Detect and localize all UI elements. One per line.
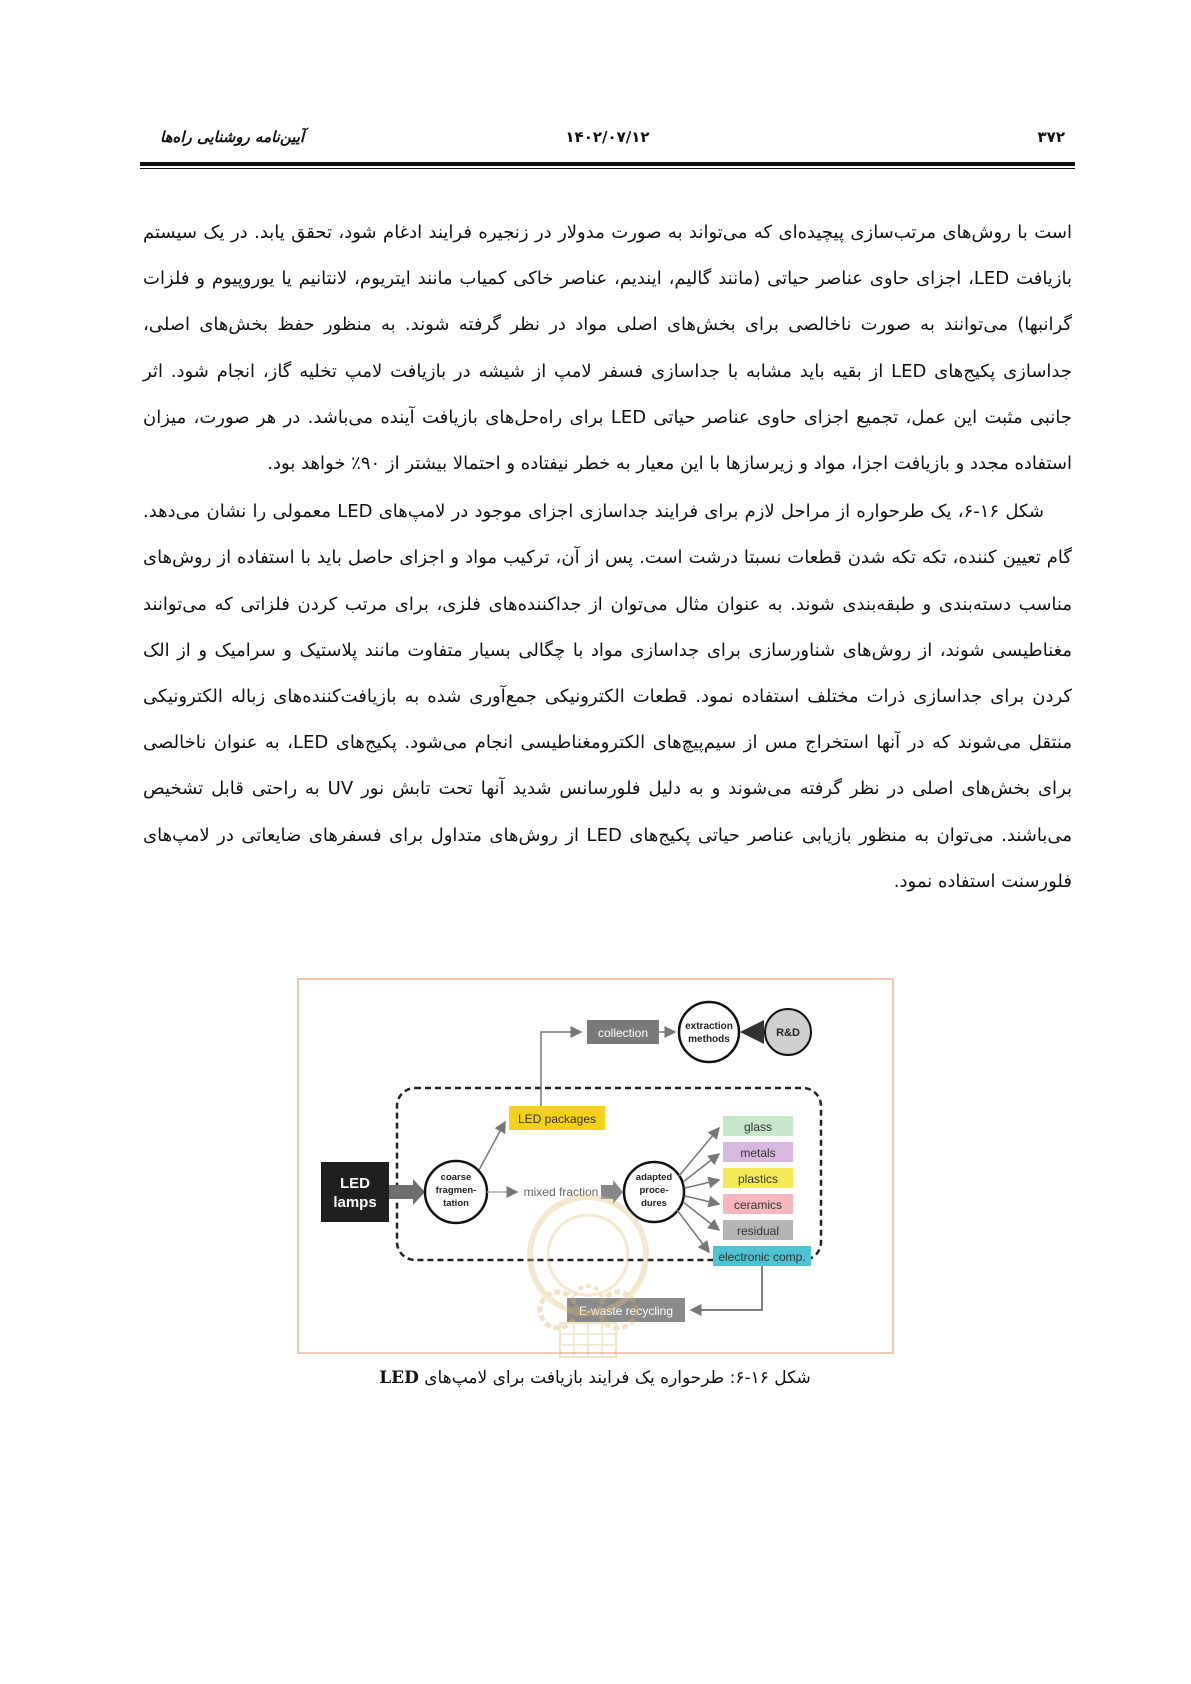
adapted-label-1: adapted [635, 1172, 673, 1183]
coarse-label-3: tation [443, 1198, 469, 1209]
adapted-label-2: proce- [639, 1185, 669, 1196]
page-header [140, 128, 1075, 158]
ceramics-label: ceramics [733, 1198, 783, 1212]
plastics-label: plastics [737, 1172, 779, 1186]
arrow-to-electronic [677, 1210, 709, 1252]
collection-label: collection [597, 1026, 649, 1040]
led-lamps-label-2: lamps [333, 1194, 377, 1211]
rd-label: R&D [776, 1027, 800, 1039]
arrow-to-led-packages [479, 1122, 505, 1170]
arrow-to-collection [541, 1032, 581, 1106]
paragraph-1: است با روش‌های مرتب‌سازی پیچیده‌ای که می‌تواند به صورت مدولار در زنجیره فرایند ادغام شود، تحقق یابد. در یک سیستم بازیافت LED، اجزای حاوی عناصر حیاتی (مانند گالیم، ایندیم، عناصر خاکی کمیاب مانند ایتریوم، لانتانیم یا یوروپیوم و فلزات گرانبها) می‌توانند به صورت ناخالصی برای بخش‌های اصلی مواد در نظر گرفته شوند. به منظور حفظ بخش‌های اصلی، جداسازی پکیج‌های LED از بقیه باید مشابه با جداسازی فسفر لامپ از شیشه در بازیافت لامپ تخلیه گاز، انجام شود. اثر جانبی مثبت این عمل، تجمیع اجزای حاوی عناصر حیاتی LED برای راه‌حل‌های بازیافت آینده می‌باشد. در هر صورت، میزان استفاده مجدد و بازیافت اجزا، مواد و زیرسازها با این معیار به خطر نیفتاده و احتمالا بیشتر از ۹۰٪ خواهد بود. [143, 222, 1073, 475]
led-lamps-box [321, 1162, 389, 1222]
coarse-label-1: coarse [440, 1172, 472, 1183]
mixed-fraction-label: mixed fraction [523, 1185, 599, 1199]
header-rule-thick [140, 162, 1075, 166]
arrow-to-ceramics [685, 1196, 719, 1204]
body-text [143, 210, 1072, 907]
extraction-label-1: extraction [685, 1021, 733, 1032]
metals-label: metals [740, 1146, 776, 1160]
glass-label: glass [743, 1120, 773, 1134]
led-lamps-label-1: LED [340, 1175, 370, 1192]
paragraph-2: شکل ۱۶-۶، یک طرحواره از مراحل لازم برای فرایند جداسازی اجزای موجود در لامپ‌های LED معمولی را نشان می‌دهد. گام تعیین کننده، تکه تکه شدن قطعات نسبتا درشت است. پس از آن، ترکیب مواد و اجزای حاصل باید با استفاده از روش‌های مناسب دسته‌بندی و طبقه‌بندی شوند. به عنوان مثال می‌توان از جداکننده‌های فلزی، برای مرتب کردن فلزاتی که می‌توانند مغناطیسی شوند، از روش‌های شناورسازی برای جداسازی مواد با چگالی بسیار متفاوت مانند پلاستیک و سرامیک و از الک کردن برای جداسازی ذرات مختلف استفاده نمود. قطعات الکترونیکی جمع‌آوری شده به بازیافت‌کننده‌های زباله الکترونیکی منتقل می‌شوند که در آنها استخراج مس از سیم‌پیچ‌های الکترومغناطیسی انجام می‌شود. پکیج‌های LED، به عنوان ناخالصی برای بخش‌های اصلی در نظر گرفته می‌شوند و به دلیل فلورسانس شدید آنها تحت تابش نور UV به راحتی قابل تشخیص می‌باشند. می‌توان به منظور بازیابی عناصر حیاتی پکیج‌های LED از روش‌های متداول برای فسفرهای ضایعاتی در لامپ‌های فلورسنت استفاده نمود. [143, 501, 1073, 892]
ewaste-label: E-waste recycling [578, 1304, 674, 1318]
caption-text: شکل ۱۶-۶: طرحواره یک فرایند بازیافت برای لامپ‌های [418, 1368, 811, 1388]
arrow-to-plastics [685, 1180, 719, 1188]
led-packages-label: LED packages [517, 1112, 597, 1126]
coarse-label-2: fragmen- [435, 1185, 477, 1196]
input-arrow [389, 1179, 425, 1205]
header-title: آیین‌نامه روشنایی راه‌ها [160, 128, 305, 146]
adapted-label-3: dures [641, 1198, 667, 1209]
extraction-methods-node [679, 1002, 739, 1062]
header-date: ۱۴۰۲/۰۷/۱۲ [565, 128, 650, 146]
header-rule-thin [140, 168, 1075, 169]
electronic-comp-label: electronic comp. [718, 1250, 806, 1264]
arrow-to-metals [683, 1154, 719, 1182]
watermark-logo [508, 1185, 668, 1365]
page-number: ۳۷۲ [1037, 128, 1065, 146]
arrow-to-ewaste [691, 1266, 762, 1310]
caption-bold: LED [379, 1368, 419, 1388]
residual-label: residual [736, 1224, 780, 1238]
figure-caption [300, 1368, 890, 1388]
extraction-label-2: methods [688, 1034, 730, 1045]
